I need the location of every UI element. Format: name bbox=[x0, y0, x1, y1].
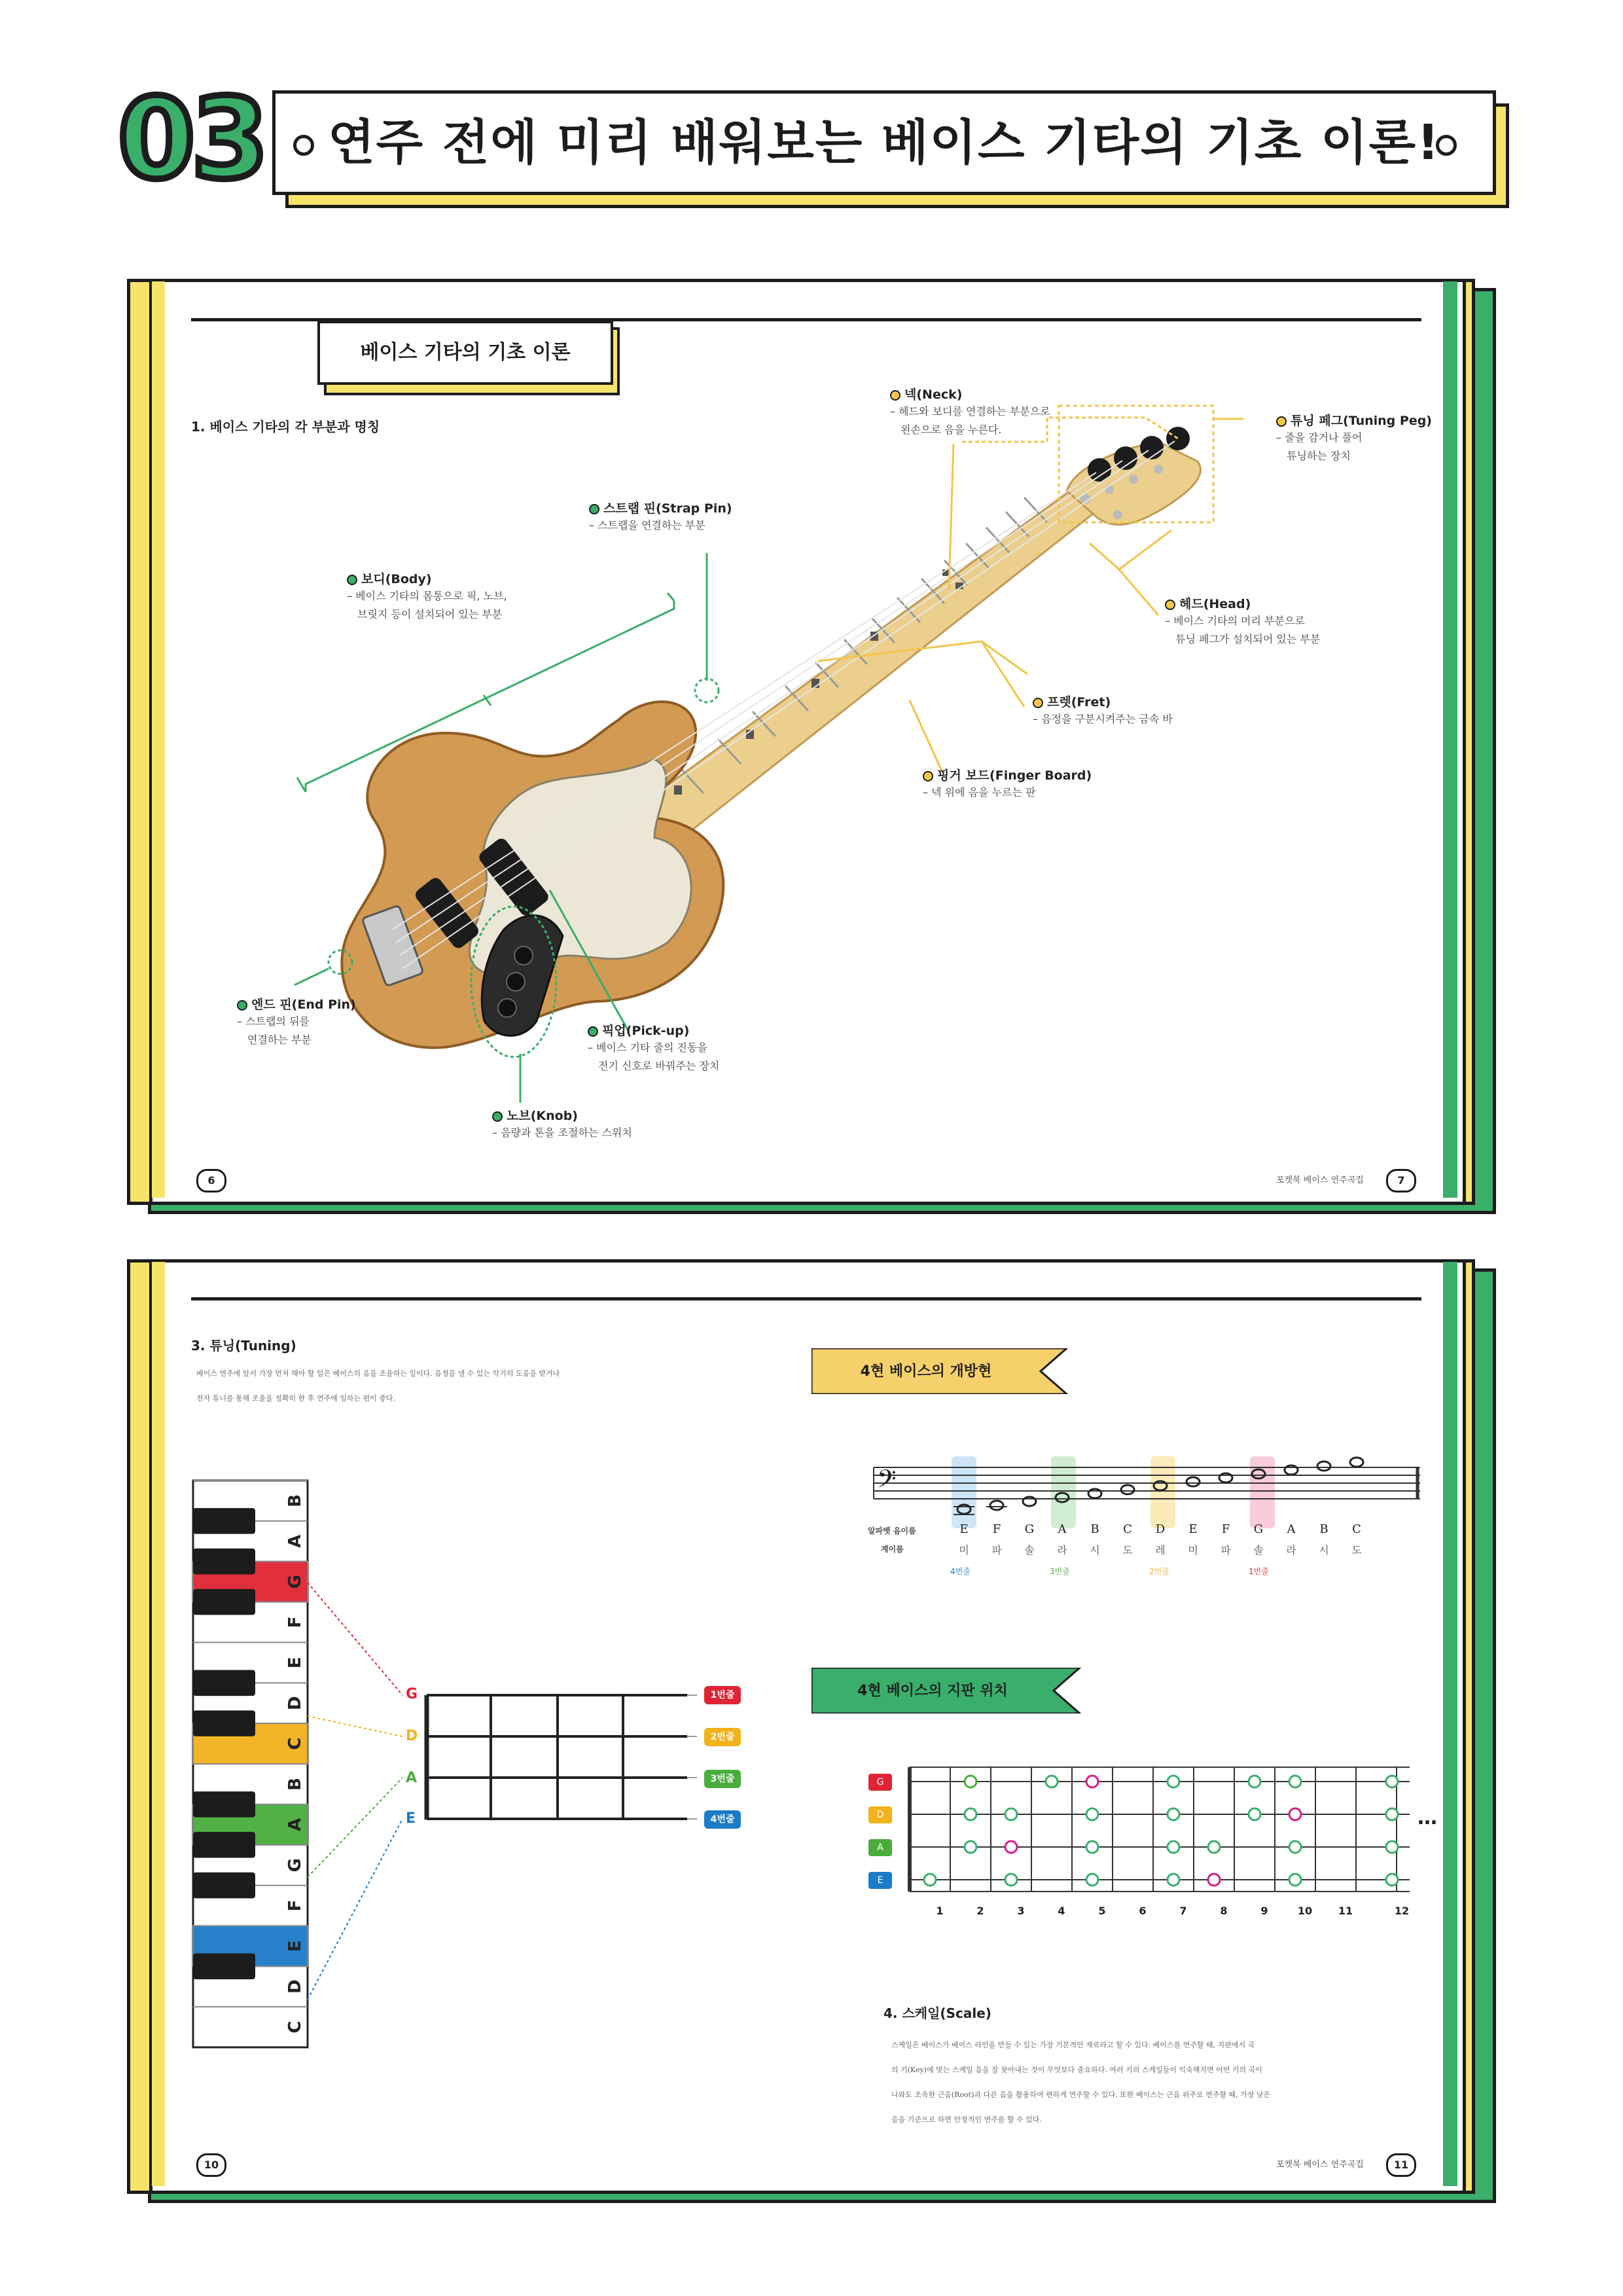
scale-solfege: 파 bbox=[1221, 1544, 1231, 1556]
string-e-letter: E bbox=[406, 1810, 416, 1827]
fret-position-tag: 4현 베이스의 지판 위치 bbox=[857, 1683, 1008, 1699]
fret-note-marker bbox=[1005, 1874, 1017, 1886]
label-head: 헤드(Head) – 베이스 기타의 머리 부분으로 튜닝 페그가 설치되어 있는 부분 bbox=[1165, 597, 1321, 645]
scale-solfege: 미 bbox=[1188, 1544, 1198, 1556]
scale-solfege: 라 bbox=[1057, 1544, 1067, 1556]
fret-note-marker bbox=[1289, 1776, 1301, 1787]
piano-key-label: F bbox=[285, 1899, 305, 1912]
string-badge-4: 4번줄 bbox=[704, 1810, 741, 1829]
piano-key-label: A bbox=[285, 1534, 305, 1548]
fret-number: 2 bbox=[976, 1905, 984, 1917]
string-number-4: 4번줄 bbox=[950, 1567, 971, 1576]
fret-note-marker bbox=[1005, 1808, 1017, 1820]
piano-key-label: C bbox=[285, 2020, 305, 2034]
fret-note-marker bbox=[1289, 1874, 1301, 1886]
fret-note-marker bbox=[1386, 1841, 1398, 1853]
black-key bbox=[193, 1670, 255, 1696]
fret-number: 6 bbox=[1139, 1905, 1147, 1917]
scale-row1-label: 알파벳 음이름 bbox=[868, 1526, 916, 1535]
fret-note-marker bbox=[1289, 1808, 1301, 1820]
spread2-footer: 포켓북 베이스 연주곡집 bbox=[1276, 2160, 1364, 2170]
scale-letters-row bbox=[936, 1522, 1433, 1562]
scale-letter: F bbox=[992, 1522, 1001, 1536]
black-key bbox=[193, 1832, 255, 1858]
scale-letter: E bbox=[1188, 1522, 1198, 1536]
fret-number: 12 bbox=[1394, 1905, 1410, 1917]
label-end-pin: 엔드 핀(End Pin) – 스트랩의 뒤를 연결하는 부분 bbox=[237, 997, 356, 1046]
fret-string-g: G bbox=[868, 1774, 892, 1791]
scale-row2-label: 계이름 bbox=[881, 1545, 904, 1554]
finger-board-dot-icon bbox=[923, 771, 933, 781]
scale-solfege: 도 bbox=[1351, 1544, 1362, 1556]
fret-string-d: D bbox=[868, 1806, 892, 1823]
piano-key-label: G bbox=[285, 1857, 305, 1873]
label-body: 보디(Body) – 베이스 기타의 몸통으로 픽, 노브, 브릿지 등이 설치되어 있는 부분 bbox=[347, 572, 507, 620]
spread1-page-left: 6 bbox=[196, 1169, 226, 1193]
chapter-title: 연주 전에 미리 배워보는 베이스 기타의 기초 이론! bbox=[328, 115, 1440, 171]
piano-key-label: A bbox=[285, 1818, 305, 1831]
scale-solfege: 미 bbox=[959, 1544, 969, 1556]
scale-letter: G bbox=[1253, 1522, 1264, 1536]
scale-letter: A bbox=[1058, 1522, 1067, 1536]
svg-text:𝄢: 𝄢 bbox=[877, 1464, 897, 1499]
fret-note-marker bbox=[1086, 1776, 1098, 1787]
scale-note bbox=[1317, 1462, 1330, 1471]
fret-note-marker bbox=[1086, 1841, 1098, 1853]
string-number-2: 2번줄 bbox=[1149, 1567, 1169, 1576]
scale-note bbox=[1350, 1458, 1363, 1467]
string-a-letter: A bbox=[406, 1770, 418, 1786]
fret-note-marker bbox=[1386, 1776, 1398, 1787]
label-fret: 프렛(Fret) – 음정을 구분시켜주는 금속 바 bbox=[1033, 695, 1173, 725]
spread1-tag-label: 베이스 기타의 기초 이론 bbox=[360, 341, 571, 364]
spread2-page-right: 11 bbox=[1386, 2153, 1416, 2177]
scale-letter: A bbox=[1287, 1522, 1296, 1536]
scale-letter: B bbox=[1090, 1522, 1099, 1536]
fret-number: 7 bbox=[1179, 1905, 1187, 1917]
label-pickup: 픽업(Pick-up) – 베이스 기타 줄의 진동을 전기 신호로 바꿔주는 장치 bbox=[588, 1024, 720, 1072]
fret-ellipsis: … bbox=[1418, 1806, 1437, 1829]
fret-note-marker bbox=[1289, 1841, 1301, 1853]
scale-text: 스케일은 베이스가 베이스 라인을 만들 수 있는 가장 기본적인 재료라고 할 수 있다. 베이스를 연주할 때, 지판에서 곡 의 키(Key)에 맞는 스케일 음을 잘 찾아내는 것이 무엇보다 중요하다. 여러 키의 스케일들이 익숙해지면 어떤 키의 곡이 나와도 조속한 근음(Root)과 다른 음을 활용하여 편하게 연주할 수 있다. 또한 베이스는 근음 위주로 연주할 때, 가장 낮은 음을 기준으로 하면 안정적인 연주를 할 수 있다. bbox=[891, 2041, 1271, 2124]
tuning-title: 3. 튜닝(Tuning) bbox=[191, 1338, 296, 1354]
black-key bbox=[193, 1953, 255, 1979]
parts-section-title: 1. 베이스 기타의 각 부분과 명칭 bbox=[191, 419, 380, 435]
fret-number: 4 bbox=[1058, 1905, 1065, 1917]
fret-note-marker bbox=[965, 1841, 976, 1853]
black-key bbox=[193, 1791, 255, 1818]
spread2-left-stripe bbox=[152, 1262, 165, 2186]
string-g-letter: G bbox=[406, 1686, 418, 1702]
fret-note-marker bbox=[1086, 1874, 1098, 1886]
piano-key-label: E bbox=[285, 1940, 305, 1952]
scale-solfege: 도 bbox=[1122, 1544, 1133, 1556]
spread2-top-rule bbox=[191, 1297, 1421, 1300]
string-badge-2: 2번줄 bbox=[704, 1728, 741, 1746]
fret-note-marker bbox=[1086, 1808, 1098, 1820]
head-dot-icon bbox=[1165, 600, 1175, 610]
fret-note-marker bbox=[1208, 1841, 1220, 1853]
fret-note-marker bbox=[1386, 1808, 1398, 1820]
knob-dot-icon bbox=[492, 1111, 503, 1122]
spread1-footer: 포켓북 베이스 연주곡집 bbox=[1276, 1175, 1364, 1185]
fret-number: 10 bbox=[1297, 1905, 1313, 1917]
black-key bbox=[193, 1549, 255, 1575]
fret-note-marker bbox=[1249, 1776, 1260, 1787]
spread2-right-stripe bbox=[1443, 1262, 1457, 2186]
piano-key-label: E bbox=[285, 1657, 305, 1669]
string-number-1: 1번줄 bbox=[1249, 1567, 1269, 1576]
spread1-left-stripe bbox=[152, 281, 165, 1198]
body-dot-icon bbox=[347, 575, 357, 585]
scale-note bbox=[990, 1501, 1003, 1510]
neck-dot-icon bbox=[890, 390, 901, 401]
fret-string-a: A bbox=[868, 1839, 892, 1856]
label-neck: 넥(Neck) – 헤드와 보디를 연결하는 부분으로 왼손으로 음을 누른다. bbox=[890, 387, 1050, 436]
open-strings-tag: 4현 베이스의 개방현 bbox=[860, 1363, 992, 1380]
fret-note-marker bbox=[1168, 1808, 1179, 1820]
scale-letter: G bbox=[1024, 1522, 1035, 1536]
fret-number: 3 bbox=[1017, 1905, 1025, 1917]
scale-solfege: 파 bbox=[991, 1544, 1002, 1556]
black-key bbox=[193, 1710, 255, 1736]
piano-key-label: B bbox=[285, 1778, 305, 1791]
black-key bbox=[193, 1508, 255, 1534]
string-badge-1: 1번줄 bbox=[704, 1686, 741, 1704]
scale-letter: F bbox=[1221, 1522, 1230, 1536]
black-key bbox=[193, 1589, 255, 1615]
fret-note-marker bbox=[1168, 1776, 1179, 1787]
end-pin-dot-icon bbox=[237, 1000, 247, 1011]
black-key bbox=[193, 1873, 255, 1899]
scale-solfege: 시 bbox=[1319, 1544, 1329, 1556]
scale-solfege: 라 bbox=[1286, 1544, 1296, 1556]
scale-note bbox=[1121, 1485, 1134, 1494]
tuning-text: 베이스 연주에 앞서 가장 먼저 해야 할 일은 베이스의 음을 조율하는 일이다. 음정을 낼 수 있는 악기의 도움을 받거나 전자 튜너를 통해 조율을 정확히 한 후 연주에 임하는 편이 좋다. bbox=[196, 1369, 560, 1403]
fret-note-marker bbox=[1249, 1808, 1260, 1820]
fret-number: 1 bbox=[936, 1905, 944, 1917]
label-tuning-peg: 튜닝 페그(Tuning Peg) – 줄을 감거나 풀어 튜닝하는 장치 bbox=[1276, 414, 1432, 462]
scale-letter: E bbox=[959, 1522, 969, 1536]
scale-solfege: 시 bbox=[1090, 1544, 1100, 1556]
fret-number-row bbox=[903, 1905, 1427, 1924]
chapter-number: 03 bbox=[118, 75, 265, 204]
scale-solfege: 레 bbox=[1155, 1544, 1166, 1556]
fret-note-marker bbox=[965, 1808, 976, 1820]
fret-number: 5 bbox=[1098, 1905, 1106, 1917]
fret-note-marker bbox=[1046, 1776, 1058, 1787]
piano-key-label: C bbox=[285, 1737, 305, 1750]
string-number-3: 3번줄 bbox=[1050, 1567, 1070, 1576]
scale-letter: C bbox=[1352, 1522, 1361, 1536]
piano-key-label: D bbox=[285, 1979, 305, 1994]
tuning-peg-dot-icon bbox=[1276, 416, 1287, 427]
fret-note-marker bbox=[924, 1874, 936, 1886]
label-strap-pin: 스트랩 핀(Strap Pin) – 스트랩을 연결하는 부분 bbox=[589, 501, 732, 531]
scale-title: 4. 스케일(Scale) bbox=[883, 2005, 991, 2021]
fret-number: 11 bbox=[1338, 1905, 1353, 1917]
scale-solfege: 솔 bbox=[1253, 1544, 1264, 1556]
scale-letter: C bbox=[1123, 1522, 1132, 1536]
spread1-right-stripe bbox=[1443, 281, 1457, 1198]
scale-note bbox=[1186, 1477, 1200, 1486]
piano-key-label: D bbox=[285, 1696, 305, 1711]
fret-note-marker bbox=[1168, 1874, 1179, 1886]
piano-key-label: B bbox=[285, 1494, 305, 1507]
fret-note-marker bbox=[1168, 1841, 1179, 1853]
spread1-tag bbox=[317, 321, 613, 385]
label-knob: 노브(Knob) – 음량과 톤을 조절하는 스위치 bbox=[492, 1109, 632, 1139]
pickup-dot-icon bbox=[588, 1026, 598, 1037]
fret-number: 9 bbox=[1260, 1905, 1268, 1917]
fret-dot-icon bbox=[1033, 698, 1043, 708]
fret-note-marker bbox=[1386, 1874, 1398, 1886]
fret-number: 8 bbox=[1220, 1905, 1228, 1917]
tuning-diagram bbox=[190, 1479, 759, 2055]
fret-string-e: E bbox=[868, 1872, 892, 1889]
string-badge-3: 3번줄 bbox=[704, 1770, 741, 1788]
piano-key-label: G bbox=[285, 1574, 305, 1589]
fret-note-marker bbox=[1208, 1874, 1220, 1886]
spread2-page-left: 10 bbox=[196, 2153, 226, 2177]
bass-guitar-illustration bbox=[288, 393, 1243, 1113]
scale-letter: B bbox=[1319, 1522, 1329, 1536]
fret-note-marker bbox=[1005, 1841, 1017, 1853]
scale-solfege: 솔 bbox=[1024, 1544, 1035, 1556]
spread1-page-right: 7 bbox=[1386, 1169, 1416, 1193]
piano-key-label: F bbox=[285, 1616, 305, 1628]
scale-letter: D bbox=[1155, 1522, 1166, 1536]
fret-note-marker bbox=[965, 1776, 976, 1787]
strap-pin-dot-icon bbox=[589, 504, 599, 514]
label-finger-board: 핑거 보드(Finger Board) – 넥 위에 음을 누르는 판 bbox=[923, 768, 1092, 798]
string-d-letter: D bbox=[406, 1728, 418, 1744]
